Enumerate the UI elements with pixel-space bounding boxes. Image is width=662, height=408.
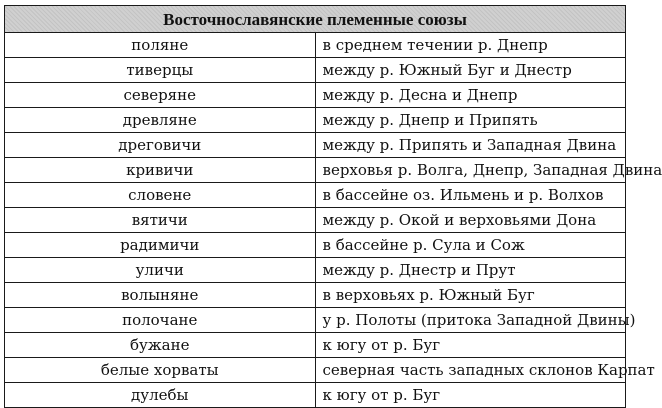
tribe-location: между р. Десна и Днепр [315,83,626,108]
tribe-name: вятичи [5,208,316,233]
tribe-location: между р. Припять и Западная Двина [315,133,626,158]
table-row [5,308,626,333]
tribe-location: в бассейне оз. Ильмень и р. Волхов [315,183,626,208]
tribe-name: кривичи [5,158,316,183]
tribe-location: северная часть западных склонов Карпат [315,358,626,383]
table-title: Восточнославянские племенные союзы [5,6,626,33]
tribe-name: волыняне [5,283,316,308]
tribe-name: словене [5,183,316,208]
table-row [5,133,626,158]
tribe-name: древляне [5,108,316,133]
table-header-row [5,6,626,33]
table-body [5,33,662,408]
tribe-location: в бассейне р. Сула и Сож [315,233,626,258]
table-row [5,383,626,408]
tribe-name: дулебы [5,383,316,408]
table-row [5,358,626,383]
tribe-location: к югу от р. Буг [315,333,626,358]
tribe-name: полочане [5,308,316,333]
table-row [5,208,626,233]
tribal-unions-table [4,5,662,408]
tribe-name: радимичи [5,233,316,258]
tribe-location: между р. Днепр и Припять [315,108,626,133]
tribe-location: верховья р. Волга, Днепр, Западная Двина [315,158,626,183]
tribe-location: между р. Окой и верховьями Дона [315,208,626,233]
table-row [5,183,626,208]
table-row [5,108,626,133]
tribe-name: бужане [5,333,316,358]
tribe-location: в верховьях р. Южный Буг [315,283,626,308]
tribe-name: тиверцы [5,58,316,83]
tribe-name: белые хорваты [5,358,316,383]
document-page [4,5,662,404]
tribe-location: между р. Днестр и Прут [315,258,626,283]
table-row [5,83,626,108]
tribe-location: в среднем течении р. Днепр [315,33,626,58]
tribe-location: к югу от р. Буг [315,383,626,408]
table-row [5,258,626,283]
tribe-location: у р. Полоты (притока Западной Двины) [315,308,626,333]
table-row [5,283,626,308]
table-row [5,233,626,258]
tribe-name: дреговичи [5,133,316,158]
table-row [5,158,626,183]
tribe-name: северяне [5,83,316,108]
tribe-location: между р. Южный Буг и Днестр [315,58,626,83]
table-row [5,33,626,58]
tribe-name: поляне [5,33,316,58]
table-row [5,58,626,83]
table-row [5,333,626,358]
tribe-name: уличи [5,258,316,283]
